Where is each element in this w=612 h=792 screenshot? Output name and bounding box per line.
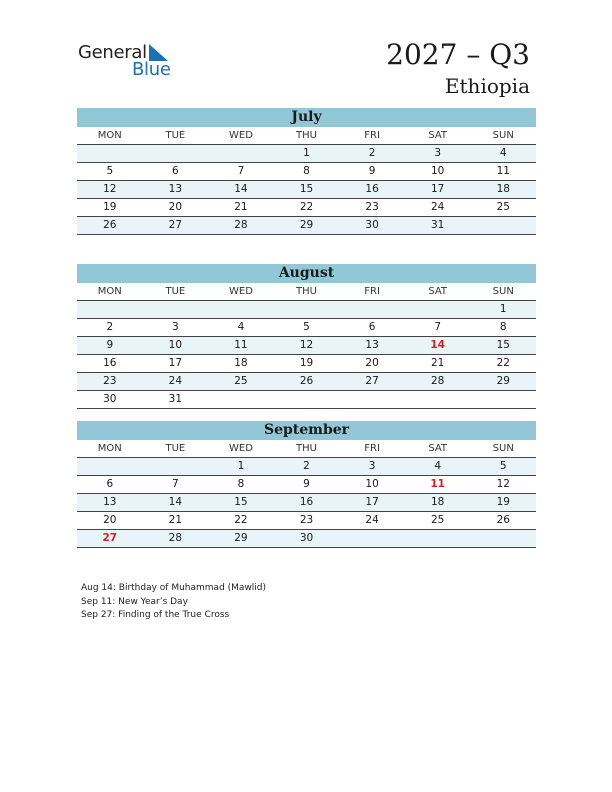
day-cell: 19 bbox=[103, 201, 117, 213]
day-cell: 3 bbox=[172, 321, 179, 333]
day-cell: 5 bbox=[499, 460, 507, 472]
day-cell bbox=[208, 391, 274, 408]
day-cell: 12 bbox=[496, 478, 510, 490]
day-cell: 24 bbox=[430, 201, 445, 213]
day-cell: 30 bbox=[299, 532, 314, 544]
day-cell bbox=[143, 301, 209, 318]
weekday-label: TUE bbox=[165, 130, 186, 141]
week-row bbox=[77, 512, 536, 530]
day-cell: 20 bbox=[168, 201, 183, 213]
day-cell: 9 bbox=[368, 165, 376, 177]
week-row bbox=[77, 373, 536, 391]
day-cell: 29 bbox=[496, 375, 510, 387]
day-cell bbox=[143, 458, 209, 475]
day-cell: 29 bbox=[234, 532, 248, 544]
day-cell bbox=[208, 145, 274, 162]
day-cell: 29 bbox=[299, 219, 314, 231]
day-cell: 15 bbox=[234, 496, 248, 508]
weekday-label: SAT bbox=[428, 130, 448, 141]
holiday-note: Sep 11: New Year’s Day bbox=[81, 596, 188, 607]
day-cell: 3 bbox=[368, 460, 376, 472]
day-cell: 13 bbox=[365, 339, 379, 351]
day-cell: 19 bbox=[496, 496, 510, 508]
day-cell: 30 bbox=[365, 219, 379, 231]
month-calendar-july bbox=[77, 108, 536, 235]
day-cell: 27 bbox=[365, 375, 379, 387]
day-cell: 11 bbox=[234, 339, 248, 351]
day-cell bbox=[405, 391, 471, 408]
day-cell: 6 bbox=[106, 478, 114, 490]
day-cell: 21 bbox=[168, 514, 183, 526]
day-cell: 13 bbox=[103, 496, 117, 508]
week-row bbox=[77, 458, 536, 476]
day-cell: 2 bbox=[368, 147, 376, 159]
day-cell: 22 bbox=[234, 514, 248, 526]
weekday-label: SAT bbox=[428, 286, 448, 297]
day-cell: 1 bbox=[303, 147, 310, 159]
day-cell: 7 bbox=[434, 321, 442, 333]
day-cell: 27 bbox=[168, 219, 183, 231]
day-cell: 2 bbox=[303, 460, 310, 472]
day-cell: 6 bbox=[368, 321, 376, 333]
month-header: August bbox=[77, 264, 536, 283]
day-cell: 14 bbox=[234, 183, 248, 195]
weekday-label: MON bbox=[97, 443, 122, 454]
day-cell: 17 bbox=[365, 496, 379, 508]
day-cell: 5 bbox=[303, 321, 310, 333]
day-cell: 16 bbox=[103, 357, 117, 369]
month-header: September bbox=[77, 421, 536, 440]
day-cell bbox=[339, 391, 405, 408]
day-cell: 26 bbox=[299, 375, 314, 387]
holiday-day-cell: 27 bbox=[102, 532, 118, 544]
day-cell bbox=[77, 458, 143, 475]
weekday-label: THU bbox=[296, 130, 317, 141]
weekday-label: SUN bbox=[492, 443, 514, 454]
day-cell: 13 bbox=[168, 183, 183, 195]
day-cell: 7 bbox=[172, 478, 179, 490]
day-cell: 17 bbox=[168, 357, 183, 369]
day-cell: 28 bbox=[168, 532, 183, 544]
day-cell bbox=[470, 217, 536, 234]
day-cell bbox=[208, 301, 274, 318]
day-cell: 17 bbox=[430, 183, 445, 195]
day-cell bbox=[405, 301, 471, 318]
day-cell: 1 bbox=[499, 303, 507, 315]
day-cell: 20 bbox=[103, 514, 117, 526]
week-row bbox=[77, 476, 536, 494]
week-row bbox=[77, 494, 536, 512]
weekday-label: SUN bbox=[492, 286, 514, 297]
weekday-label: WED bbox=[228, 286, 253, 297]
day-cell: 26 bbox=[103, 219, 117, 231]
logo-text-general: General bbox=[78, 42, 147, 63]
weekday-label: WED bbox=[228, 130, 253, 141]
day-cell: 25 bbox=[430, 514, 445, 526]
day-cell: 10 bbox=[430, 165, 445, 177]
week-row bbox=[77, 199, 536, 217]
day-cell: 10 bbox=[365, 478, 379, 490]
weekday-label: WED bbox=[228, 443, 253, 454]
day-cell: 4 bbox=[434, 460, 442, 472]
weekday-header-row bbox=[77, 127, 536, 145]
holiday-notes bbox=[81, 582, 266, 623]
month-calendar-september bbox=[77, 421, 536, 548]
day-cell: 31 bbox=[430, 219, 445, 231]
week-row bbox=[77, 163, 536, 181]
week-row bbox=[77, 391, 536, 409]
day-cell: 8 bbox=[499, 321, 507, 333]
day-cell: 30 bbox=[103, 393, 117, 405]
day-cell: 16 bbox=[299, 496, 314, 508]
day-cell: 4 bbox=[499, 147, 507, 159]
day-cell bbox=[405, 530, 471, 547]
weekday-label: TUE bbox=[165, 443, 186, 454]
day-cell: 9 bbox=[106, 339, 114, 351]
holiday-day-cell: 14 bbox=[430, 339, 445, 351]
day-cell: 26 bbox=[496, 514, 510, 526]
day-cell: 20 bbox=[365, 357, 379, 369]
day-cell: 8 bbox=[237, 478, 245, 490]
week-row bbox=[77, 355, 536, 373]
day-cell bbox=[470, 391, 536, 408]
day-cell bbox=[77, 301, 143, 318]
day-cell: 18 bbox=[234, 357, 248, 369]
week-row bbox=[77, 319, 536, 337]
day-cell: 2 bbox=[106, 321, 114, 333]
week-row bbox=[77, 145, 536, 163]
weekday-label: SUN bbox=[492, 130, 514, 141]
day-cell bbox=[470, 530, 536, 547]
day-cell bbox=[274, 391, 340, 408]
day-cell: 14 bbox=[168, 496, 183, 508]
day-cell: 5 bbox=[106, 165, 114, 177]
weekday-label: MON bbox=[97, 130, 122, 141]
day-cell: 24 bbox=[365, 514, 379, 526]
month-calendar-august bbox=[77, 264, 536, 409]
day-cell: 7 bbox=[237, 165, 245, 177]
day-cell: 18 bbox=[430, 496, 445, 508]
page-title: 2027 – Q3 bbox=[386, 38, 530, 71]
weekday-label: TUE bbox=[165, 286, 186, 297]
week-row bbox=[77, 217, 536, 235]
day-cell: 15 bbox=[496, 339, 510, 351]
day-cell: 23 bbox=[299, 514, 314, 526]
day-cell bbox=[339, 301, 405, 318]
week-row bbox=[77, 530, 536, 548]
week-row bbox=[77, 181, 536, 199]
day-cell: 31 bbox=[168, 393, 183, 405]
holiday-note: Sep 27: Finding of the True Cross bbox=[81, 610, 230, 620]
weekday-label: THU bbox=[296, 443, 317, 454]
day-cell: 15 bbox=[299, 183, 314, 195]
day-cell: 22 bbox=[299, 201, 314, 213]
day-cell: 3 bbox=[434, 147, 442, 159]
day-cell bbox=[77, 145, 143, 162]
logo-text-blue: Blue bbox=[132, 59, 171, 80]
day-cell: 6 bbox=[172, 165, 179, 177]
day-cell: 22 bbox=[496, 357, 510, 369]
weekday-label: FRI bbox=[364, 130, 380, 141]
day-cell: 28 bbox=[234, 219, 248, 231]
weekday-label: THU bbox=[296, 286, 317, 297]
country-name: Ethiopia bbox=[444, 74, 530, 98]
weekday-label: SAT bbox=[428, 443, 448, 454]
weekday-label: MON bbox=[97, 286, 122, 297]
day-cell: 9 bbox=[303, 478, 310, 490]
generalblue-logo bbox=[78, 40, 188, 80]
month-header: July bbox=[77, 108, 536, 127]
day-cell: 4 bbox=[237, 321, 245, 333]
week-row bbox=[77, 301, 536, 319]
day-cell: 11 bbox=[496, 165, 510, 177]
day-cell: 28 bbox=[430, 375, 445, 387]
day-cell: 12 bbox=[299, 339, 314, 351]
day-cell: 12 bbox=[103, 183, 117, 195]
day-cell: 19 bbox=[299, 357, 314, 369]
day-cell: 25 bbox=[234, 375, 248, 387]
day-cell: 21 bbox=[234, 201, 248, 213]
weekday-header-row bbox=[77, 283, 536, 301]
weekday-label: FRI bbox=[364, 443, 380, 454]
day-cell: 10 bbox=[168, 339, 183, 351]
day-cell: 23 bbox=[365, 201, 379, 213]
holiday-day-cell: 11 bbox=[430, 478, 445, 490]
week-row bbox=[77, 337, 536, 355]
day-cell: 16 bbox=[365, 183, 379, 195]
day-cell: 24 bbox=[168, 375, 183, 387]
holiday-note: Aug 14: Birthday of Muhammad (Mawlid) bbox=[81, 583, 267, 593]
day-cell: 18 bbox=[496, 183, 510, 195]
day-cell: 21 bbox=[430, 357, 445, 369]
weekday-label: FRI bbox=[364, 286, 380, 297]
day-cell bbox=[339, 530, 405, 547]
day-cell: 23 bbox=[103, 375, 117, 387]
weekday-header-row bbox=[77, 440, 536, 458]
day-cell: 25 bbox=[496, 201, 510, 213]
day-cell bbox=[143, 145, 209, 162]
day-cell bbox=[274, 301, 340, 318]
day-cell: 8 bbox=[303, 165, 310, 177]
day-cell: 1 bbox=[237, 460, 245, 472]
